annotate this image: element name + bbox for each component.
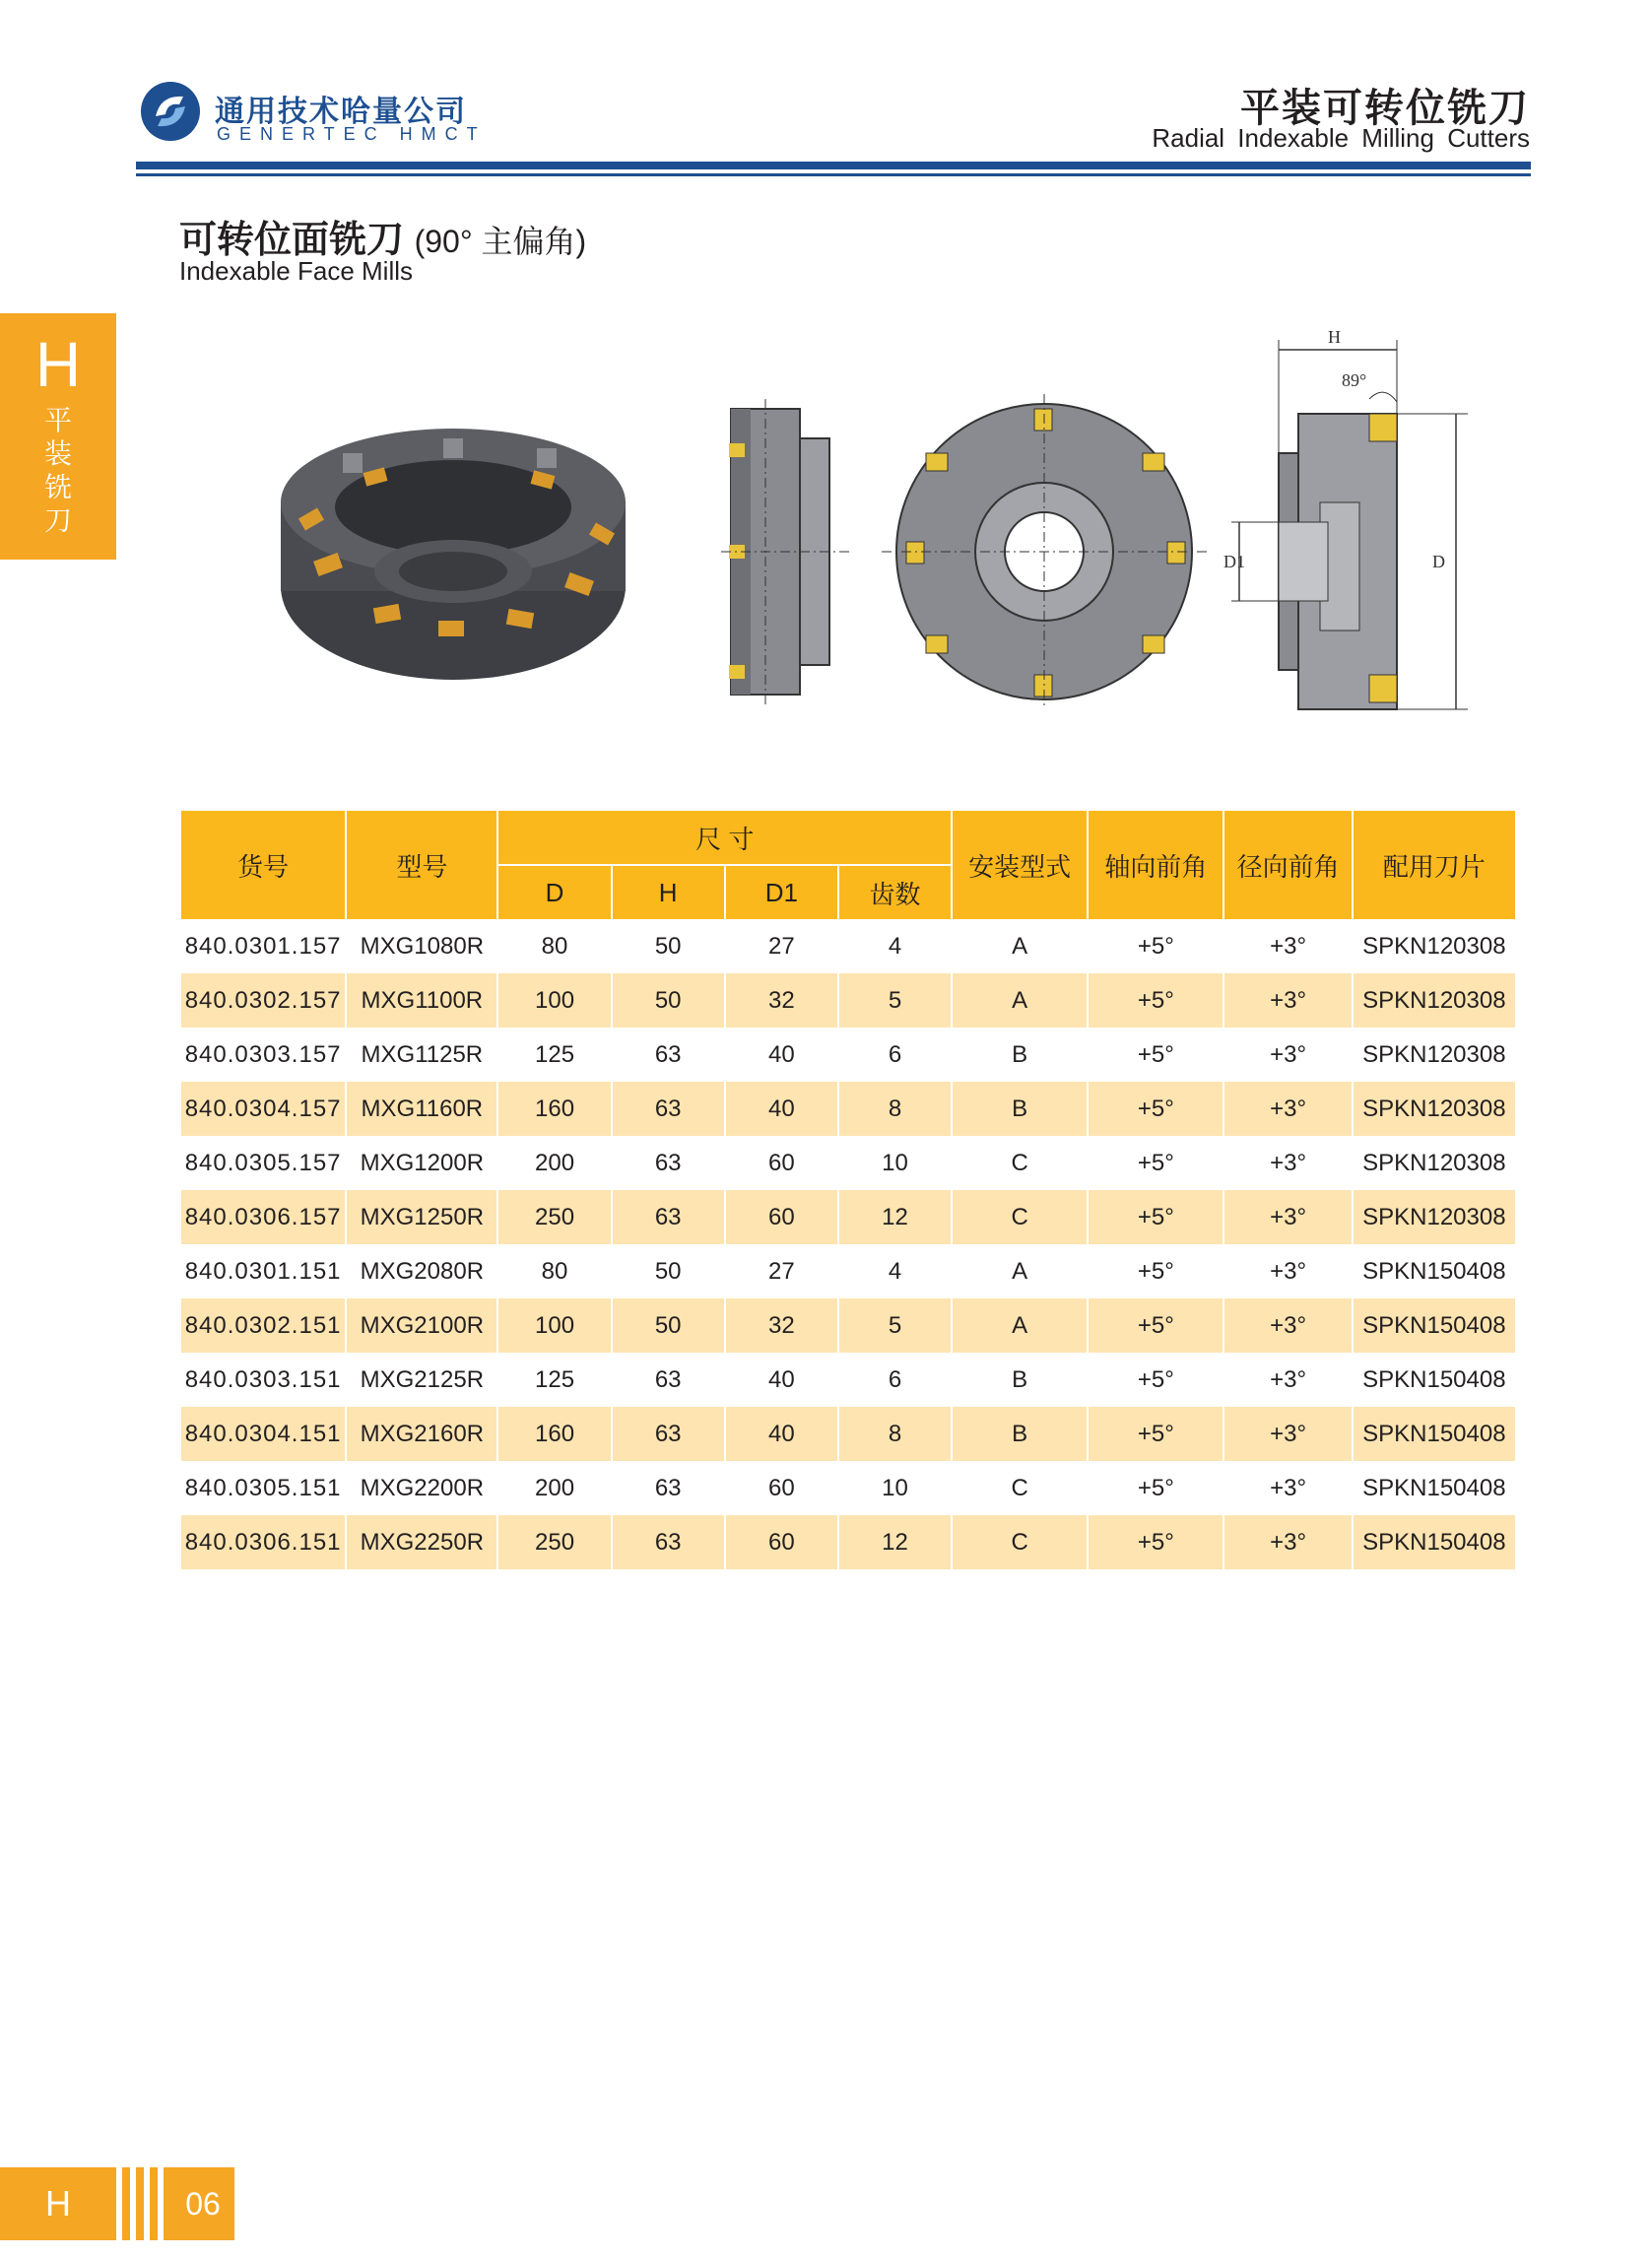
table-cell: +3° — [1224, 1298, 1351, 1353]
table-cell: 5 — [839, 1298, 951, 1353]
table-cell: +5° — [1137, 1474, 1174, 1501]
catalog-title-cn: 平装可转位铣刀 — [1240, 87, 1530, 130]
col-axial-rake: 轴向前角 — [1089, 811, 1222, 919]
section-title-en: Indexable Face Mills — [179, 256, 413, 286]
table-cell: MXG2100R — [347, 1298, 496, 1353]
table-cell: +5° — [1137, 1040, 1174, 1068]
table-cell: +5° — [1137, 932, 1174, 960]
table-cell: 40 — [726, 1082, 837, 1136]
table-cell: +3° — [1224, 973, 1351, 1028]
table-cell: MXG1160R — [347, 1082, 496, 1136]
table-cell: SPKN120308 — [1362, 1040, 1506, 1068]
table-cell: 125 — [535, 1365, 575, 1393]
table-cell: +5° — [1137, 1365, 1174, 1393]
dimension-drawing — [1222, 325, 1478, 719]
table-cell: C — [1011, 1149, 1028, 1176]
table-row — [181, 1298, 1515, 1353]
table-cell: 250 — [498, 1190, 610, 1244]
table-cell: 12 — [839, 1190, 951, 1244]
table-cell: 10 — [882, 1474, 908, 1501]
table-cell: MXG2250R — [347, 1515, 496, 1569]
side-tab-text: 平装铣刀 — [43, 405, 72, 536]
table-row — [181, 919, 1515, 973]
section-title-cn — [179, 209, 586, 263]
table-cell: B — [1012, 1040, 1028, 1068]
table-cell: MXG2200R — [360, 1474, 485, 1501]
table-cell: MXG2080R — [360, 1257, 485, 1285]
spec-table — [179, 811, 1517, 1569]
table-cell: 840.0302.157 — [181, 973, 345, 1028]
dim-d1-label: D1 — [1223, 552, 1245, 571]
table-cell: 63 — [654, 1365, 682, 1393]
table-cell: 100 — [498, 973, 610, 1028]
table-cell: C — [953, 1190, 1087, 1244]
table-cell: 100 — [498, 1298, 610, 1353]
table-cell: +5° — [1137, 1149, 1174, 1176]
table-cell: SPKN150408 — [1354, 1407, 1515, 1461]
table-cell: 125 — [535, 1040, 575, 1068]
col-teeth: 齿数 — [839, 866, 951, 919]
col-model: 型号 — [347, 811, 496, 919]
table-cell: B — [1012, 1365, 1028, 1393]
table-cell: 4 — [888, 1257, 902, 1285]
table-cell: +5° — [1137, 1257, 1174, 1285]
table-cell: +3° — [1270, 1149, 1307, 1176]
table-cell: 60 — [767, 1474, 795, 1501]
table-cell: 200 — [535, 1474, 575, 1501]
table-cell: +3° — [1270, 1040, 1307, 1068]
table-cell: MXG1250R — [347, 1190, 496, 1244]
table-cell: SPKN120308 — [1354, 1082, 1515, 1136]
table-cell: 840.0301.151 — [184, 1257, 342, 1285]
table-cell: SPKN150408 — [1362, 1365, 1506, 1393]
table-cell: 840.0304.151 — [181, 1407, 345, 1461]
table-cell: 840.0304.157 — [181, 1082, 345, 1136]
table-cell: 840.0305.151 — [184, 1474, 342, 1501]
table-cell: MXG1200R — [360, 1149, 485, 1176]
table-cell: 32 — [726, 973, 837, 1028]
table-cell: 40 — [767, 1365, 795, 1393]
table-cell: 80 — [541, 932, 568, 960]
col-d1: D1 — [726, 866, 837, 919]
table-cell: +3° — [1270, 1474, 1307, 1501]
table-cell: +3° — [1224, 1515, 1351, 1569]
table-cell: A — [1012, 1257, 1028, 1285]
table-cell: 8 — [839, 1407, 951, 1461]
footer-section-letter: H — [0, 2167, 116, 2240]
table-cell: C — [1011, 1474, 1028, 1501]
table-cell: MXG1100R — [347, 973, 496, 1028]
col-h: H — [613, 866, 724, 919]
section-title-suffix: (90° 主偏角) — [414, 224, 587, 259]
table-cell: 4 — [888, 932, 902, 960]
table-cell: A — [1012, 932, 1028, 960]
table-cell: 12 — [839, 1515, 951, 1569]
section-side-tab — [0, 313, 116, 560]
table-cell: B — [953, 1407, 1087, 1461]
table-cell: +3° — [1270, 1257, 1307, 1285]
table-cell: 8 — [839, 1082, 951, 1136]
table-row — [181, 973, 1515, 1028]
table-cell: +5° — [1089, 1190, 1222, 1244]
table-row — [181, 1082, 1515, 1136]
table-cell: 160 — [498, 1407, 610, 1461]
table-cell: A — [953, 1298, 1087, 1353]
table-cell: 200 — [535, 1149, 575, 1176]
table-row — [181, 1407, 1515, 1461]
table-row — [181, 1461, 1515, 1515]
table-cell: +5° — [1089, 1407, 1222, 1461]
company-name-en: GENERTEC HMCT — [217, 124, 487, 144]
table-cell: 50 — [613, 1298, 724, 1353]
company-name-cn: 通用技术哈量公司 — [215, 96, 467, 128]
table-cell: +5° — [1089, 973, 1222, 1028]
table-cell: 50 — [654, 932, 682, 960]
table-cell: SPKN120308 — [1362, 932, 1506, 960]
table-row — [181, 1190, 1515, 1244]
table-cell: 63 — [654, 1149, 682, 1176]
page-number: 06 — [171, 2167, 234, 2240]
table-cell: 27 — [767, 932, 795, 960]
table-cell: 63 — [654, 1040, 682, 1068]
col-dimensions: 尺 寸 — [498, 811, 951, 866]
table-cell: 32 — [726, 1298, 837, 1353]
table-cell: MXG1080R — [360, 932, 485, 960]
table-cell: 840.0303.151 — [184, 1365, 342, 1393]
table-cell: MXG2160R — [347, 1407, 496, 1461]
table-cell: 80 — [541, 1257, 568, 1285]
table-cell: 840.0302.151 — [181, 1298, 345, 1353]
table-cell: 250 — [498, 1515, 610, 1569]
table-row — [181, 1515, 1515, 1569]
footer-bars — [116, 2167, 171, 2240]
table-cell: +5° — [1089, 1515, 1222, 1569]
cutter-front-view — [882, 394, 1207, 709]
side-tab-letter: H — [34, 329, 82, 400]
table-cell: +3° — [1270, 1365, 1307, 1393]
header-rule — [136, 162, 1531, 169]
table-cell: 63 — [654, 1474, 682, 1501]
table-cell: +5° — [1089, 1298, 1222, 1353]
table-cell: 840.0303.157 — [184, 1040, 342, 1068]
table-cell: SPKN150408 — [1354, 1515, 1515, 1569]
table-cell: 840.0306.151 — [181, 1515, 345, 1569]
table-cell: 6 — [888, 1365, 902, 1393]
spec-table-body — [181, 919, 1515, 1569]
col-d: D — [498, 866, 610, 919]
table-cell: 60 — [767, 1149, 795, 1176]
table-cell: 50 — [654, 1257, 682, 1285]
col-part-no: 货号 — [181, 811, 345, 919]
table-row — [181, 1244, 1515, 1298]
table-cell: SPKN120308 — [1354, 1190, 1515, 1244]
table-cell: 840.0306.157 — [181, 1190, 345, 1244]
table-cell: +3° — [1224, 1082, 1351, 1136]
table-cell: +3° — [1224, 1190, 1351, 1244]
table-cell: 6 — [888, 1040, 902, 1068]
table-cell: 63 — [613, 1407, 724, 1461]
table-cell: MXG2125R — [360, 1365, 485, 1393]
table-row — [181, 1028, 1515, 1082]
table-cell: A — [953, 973, 1087, 1028]
company-logo-icon — [136, 77, 205, 146]
table-cell: 5 — [839, 973, 951, 1028]
catalog-title-en: Radial Indexable Milling Cutters — [1152, 123, 1530, 153]
table-cell: MXG1125R — [361, 1040, 484, 1068]
table-cell: 10 — [882, 1149, 908, 1176]
cutter-photo — [266, 409, 640, 695]
table-row — [181, 1353, 1515, 1407]
table-cell: 50 — [613, 973, 724, 1028]
dim-angle-label: 89° — [1342, 370, 1367, 390]
section-title-main: 可转位面铣刀 — [179, 220, 405, 261]
dim-d-label: D — [1432, 552, 1445, 571]
table-cell: 60 — [726, 1515, 837, 1569]
header-rule-thin — [136, 173, 1531, 176]
table-cell: +3° — [1270, 932, 1307, 960]
table-cell: 63 — [613, 1515, 724, 1569]
table-cell: 60 — [726, 1190, 837, 1244]
col-radial-rake: 径向前角 — [1224, 811, 1351, 919]
table-cell: SPKN150408 — [1362, 1257, 1506, 1285]
table-cell: C — [953, 1515, 1087, 1569]
table-cell: SPKN120308 — [1354, 973, 1515, 1028]
table-cell: 63 — [613, 1190, 724, 1244]
table-cell: 840.0305.157 — [184, 1149, 342, 1176]
col-mount: 安装型式 — [953, 811, 1087, 919]
table-cell: SPKN150408 — [1354, 1298, 1515, 1353]
table-cell: 160 — [498, 1082, 610, 1136]
table-cell: 40 — [767, 1040, 795, 1068]
table-cell: 63 — [613, 1082, 724, 1136]
table-cell: 27 — [767, 1257, 795, 1285]
cutter-side-view — [721, 399, 849, 704]
table-cell: +3° — [1224, 1407, 1351, 1461]
table-cell: SPKN120308 — [1362, 1149, 1506, 1176]
dim-h-label: H — [1328, 327, 1341, 347]
col-insert: 配用刀片 — [1354, 811, 1515, 919]
table-cell: +5° — [1089, 1082, 1222, 1136]
table-cell: SPKN150408 — [1362, 1474, 1506, 1501]
table-cell: 840.0301.157 — [184, 932, 342, 960]
table-cell: 40 — [726, 1407, 837, 1461]
table-cell: B — [953, 1082, 1087, 1136]
table-row — [181, 1136, 1515, 1190]
